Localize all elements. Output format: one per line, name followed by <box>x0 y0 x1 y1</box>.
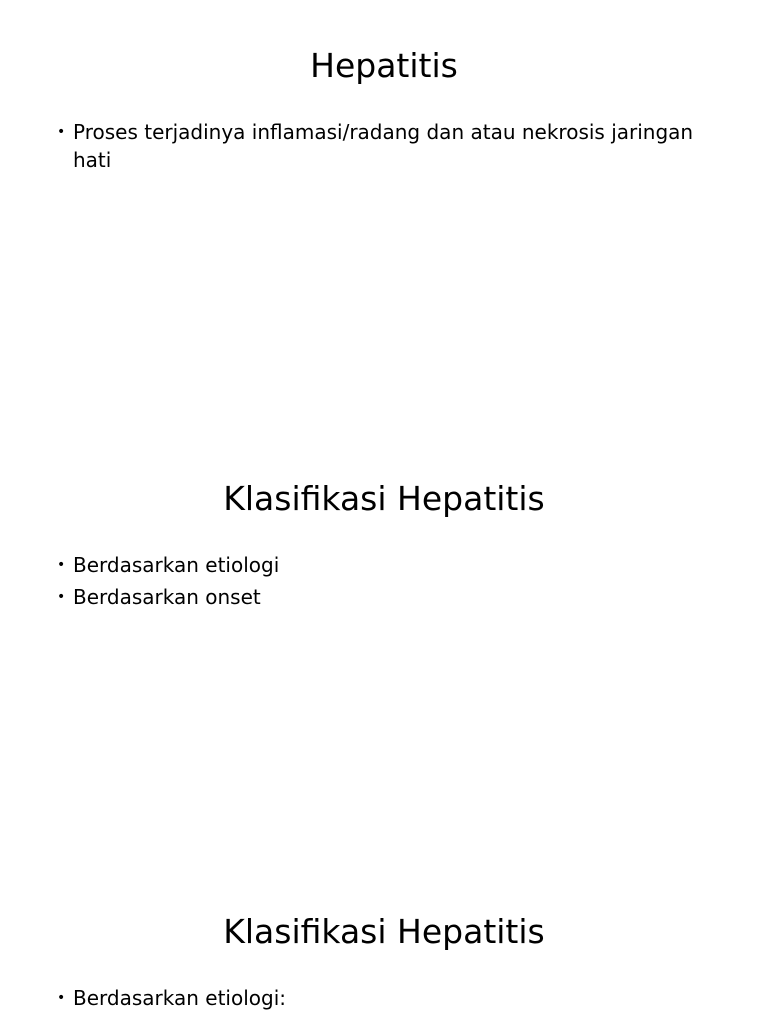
bullet-text: Proses terjadinya inflamasi/radang dan atau nekrosis jaringan hati <box>73 120 694 172</box>
bullet-text: Berdasarkan onset <box>73 585 261 609</box>
bullet-list <box>57 984 697 1016</box>
slide-hepatitis <box>0 0 768 433</box>
slide-title: Klasifikasi Hepatitis <box>223 479 545 518</box>
bullet-icon: • <box>57 589 66 605</box>
bullet-icon: • <box>57 557 66 573</box>
slide-klasifikasi-hepatitis-etiologi <box>0 866 768 1024</box>
bullet-text: Berdasarkan etiologi <box>73 553 280 577</box>
slide-title: Klasifikasi Hepatitis <box>223 912 545 951</box>
bullet-item <box>57 551 697 579</box>
bullet-item <box>57 984 697 1012</box>
bullet-text: Berdasarkan etiologi: <box>73 986 286 1010</box>
bullet-item <box>57 118 697 174</box>
bullet-icon: • <box>57 990 66 1006</box>
bullet-icon: • <box>57 124 66 140</box>
bullet-list <box>57 118 697 178</box>
bullet-list <box>57 551 697 615</box>
bullet-item <box>57 583 697 611</box>
slide-title: Hepatitis <box>310 46 458 85</box>
slide-klasifikasi-hepatitis <box>0 433 768 866</box>
